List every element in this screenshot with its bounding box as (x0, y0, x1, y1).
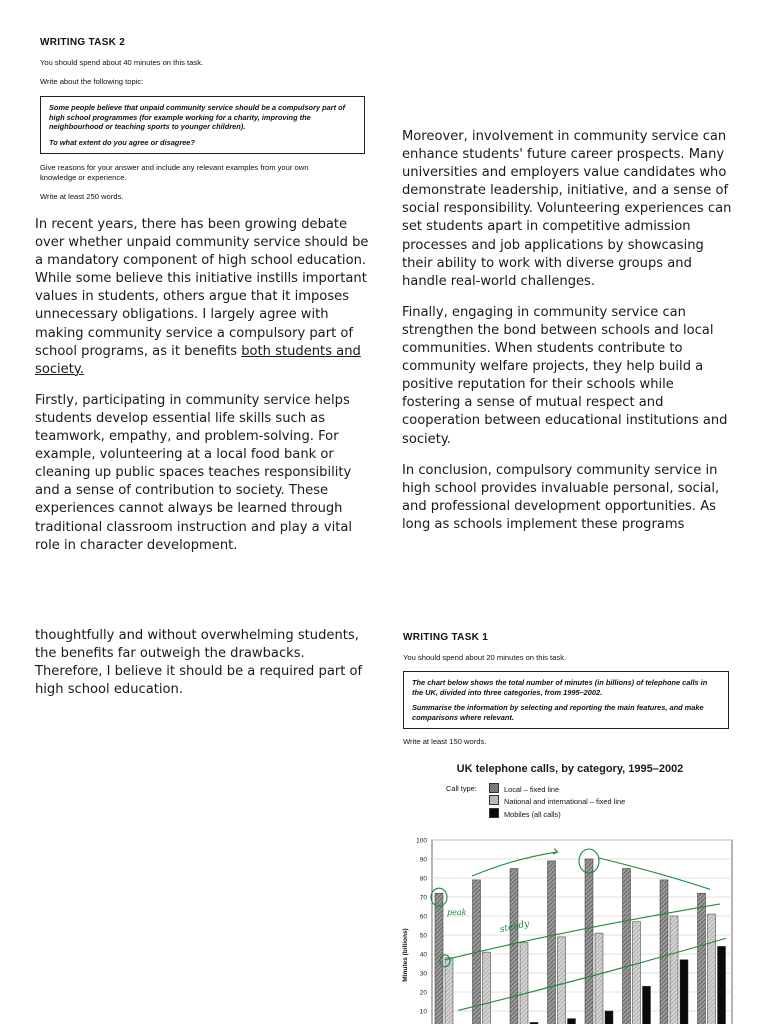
bar-local-2001 (660, 880, 668, 1024)
bar-local-1995 (435, 893, 443, 1024)
writing-task-2 (40, 37, 365, 202)
task1-time: You should spend about 20 minutes on this task. (403, 653, 567, 662)
chart-title: UK telephone calls, by category, 1995–2002 (456, 763, 684, 775)
bar-national-1996 (483, 952, 491, 1024)
task2-prompt-box (40, 96, 365, 154)
task1-prompt: The chart below shows the total number of minutes (in billions) of telephone calls in the UK, divided into three categories, from 1995–2002. (412, 678, 708, 697)
essay-paragraph-1: Firstly, participating in community service helps students develop essential life skills such as teamwork, empathy, and problem-solving. For example, volunteering at a local food bank or cleaning up public spaces teaches responsibility and a sense of contribution to society. These experiences cannot always be learned through traditional classroom instruction and play a vital role in character development. (35, 392, 352, 553)
essay-intro-underlined: both students and society. (35, 343, 361, 377)
essay-conclusion-part-2: thoughtfully and without overwhelming students, the benefits far outweigh the drawbacks. Therefore, I believe it should be a required part of high school education. (35, 628, 363, 698)
bar-national-2000 (633, 922, 641, 1024)
y-tick-label: 10 (419, 1008, 427, 1016)
legend-label-local: Local – fixed line (504, 785, 560, 794)
legend-title: Call type: (446, 784, 477, 793)
legend-entry-local (489, 783, 559, 796)
essay-continuation (35, 627, 369, 712)
essay-paragraph-2: Moreover, involvement in community service can enhance students' future career prospects. Many universities and employers value candidates who demonstrate leadership, initiative, and a sense of social responsibility. Volunteering experiences can set students apart in competitive admission processes and job applications by showcasing their ability to work with diverse groups and handle real-world challenges. (402, 129, 732, 289)
y-tick-label: 80 (419, 875, 427, 883)
bar-national-1995 (445, 958, 453, 1024)
task2-word-limit: Write at least 250 words. (40, 192, 124, 202)
y-tick-label: 60 (419, 913, 427, 921)
y-axis-label: Minutes (billions) (402, 928, 409, 982)
bar-local-2002 (698, 893, 706, 1024)
task2-write-about: Write about the following topic: (40, 77, 144, 86)
legend-label-mobiles: Mobiles (all calls) (504, 809, 561, 819)
legend-swatch-local (489, 783, 499, 793)
bar-national-2001 (670, 916, 678, 1024)
y-tick-label: 20 (419, 989, 427, 997)
task2-prompt: Some people believe that unpaid community service should be a compulsory part of high school programmes (for example working for a charity, improving the neighbourhood or teaching sports to younger children). (49, 103, 346, 132)
task2-time: You should spend about 40 minutes on this task. (40, 58, 204, 67)
uk-telephone-chart (395, 830, 740, 1024)
bar-mobiles-2002 (718, 946, 726, 1024)
legend-entry-mobiles (489, 808, 561, 821)
y-tick-label: 100 (416, 837, 427, 845)
task2-question: To what extent do you agree or disagree? (49, 137, 195, 147)
bar-local-1997 (510, 869, 518, 1024)
bar-mobiles-2000 (643, 986, 651, 1024)
bar-mobiles-1999 (605, 1011, 613, 1024)
bar-national-2002 (708, 914, 716, 1024)
bar-national-1999 (595, 933, 603, 1024)
writing-task-1 (403, 632, 729, 747)
essay-intro (35, 216, 369, 379)
bar-national-1997 (520, 943, 528, 1024)
essay-left-column (35, 216, 369, 568)
bar-national-1998 (558, 937, 566, 1024)
y-tick-label: 30 (419, 970, 427, 978)
legend-label-national: National and international – fixed line (504, 797, 626, 807)
bar-mobiles-2001 (680, 960, 688, 1024)
legend-entry-national (489, 795, 625, 808)
task1-prompt-box (403, 671, 729, 729)
essay-conclusion-part-1: In conclusion, compulsory community service in high school provides invaluable personal, social, and professional development opportunities. As long as schools implement these programs (402, 462, 720, 532)
annotation-steady-text: steady (499, 919, 531, 936)
task2-give-reasons: Give reasons for your answer and include any relevant examples from your own knowledge or experience. (40, 163, 309, 183)
task1-word-limit: Write at least 150 words. (403, 737, 487, 747)
bar-mobiles-1998 (568, 1019, 576, 1024)
bar-local-1998 (548, 861, 556, 1024)
essay-right-column (402, 128, 736, 547)
legend-swatch-national (489, 795, 499, 805)
y-tick-label: 70 (419, 894, 427, 902)
y-tick-label: 40 (419, 951, 427, 959)
task1-instruction: Summarise the information by selecting and reporting the main features, and make comparisons where relevant. (412, 703, 704, 722)
essay-intro-text: In recent years, there has been growing debate over whether unpaid community service should be a mandatory component of high school education. While some believe this initiative instills important values in students, others argue that it imposes unnecessary obligations. I largely agree with making community service a compulsory part of school programs, as it benefits (35, 217, 369, 359)
legend-swatch-mobiles (489, 808, 499, 818)
annotation-peak-text: peak (447, 908, 467, 918)
task1-heading: WRITING TASK 1 (403, 632, 489, 643)
y-tick-label: 90 (419, 856, 427, 864)
bar-local-1999 (585, 859, 593, 1024)
y-tick-label: 50 (419, 932, 427, 940)
bar-local-2000 (623, 869, 631, 1024)
essay-paragraph-3: Finally, engaging in community service can strengthen the bond between schools and local communities. When students contribute to community welfare projects, they help build a positive reputation for their schools while fostering a sense of mutual respect and cooperation between educational institutions and society. (402, 304, 728, 447)
task2-heading: WRITING TASK 2 (40, 37, 126, 48)
